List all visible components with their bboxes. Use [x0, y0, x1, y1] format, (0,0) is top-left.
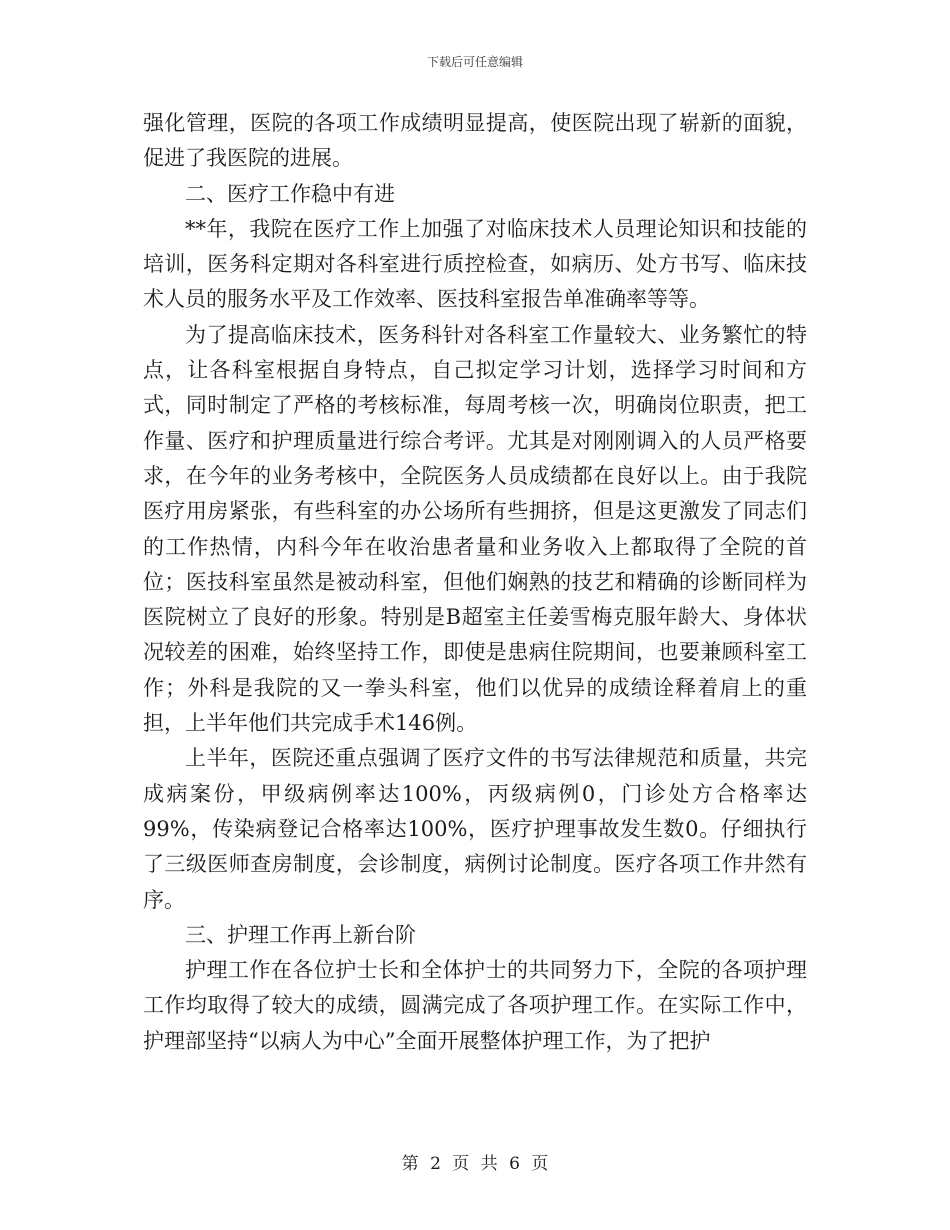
page-header-note: 下载后可任意编辑: [426, 55, 523, 69]
paragraph-continuation: 强化管理，医院的各项工作成绩明显提高，使医院出现了崭新的面貌，促进了我医院的进展。: [143, 111, 807, 171]
page-number: 第 2 页 共 6 页: [401, 1154, 549, 1174]
document-body: [143, 106, 807, 1059]
section-heading-nursing: 三、护理工作再上新台阶: [185, 922, 416, 947]
paragraph-medical-records: 上半年，医院还重点强调了医疗文件的书写法律规范和质量，共完成病案份，甲级病例率达100%，丙级病例0，门诊处方合格率达99%，传染病登记合格率达100%，医疗护理事故发生数0。仔细执行了三级医师查房制度，会诊制度，病例讨论制度。医疗各项工作井然有序。: [143, 746, 807, 912]
paragraph-clinical-skills: 为了提高临床技术，医务科针对各科室工作量较大、业务繁忙的特点，让各科室根据自身特点，自己拟定学习计划，选择学习时间和方式，同时制定了严格的考核标准，每周考核一次，明确岗位职责，把工作量、医疗和护理质量进行综合考评。尤其是对刚刚调入的人员严格要求，在今年的业务考核中，全院医务人员成绩都在良好以上。由于我院医疗用房紧张，有些科室的办公场所有些拥挤，但是这更激发了同志们的工作热情，内科今年在收治患者量和业务收入上都取得了全院的首位；医技科室虽然是被动科室，但他们娴熟的技艺和精确的诊断同样为医院树立了良好的形象。特别是B超室主任姜雪梅克服年龄大、身体状况较差的困难，始终坚持工作，即使是患病住院期间，也要兼顾科室工作；外科是我院的又一拳头科室，他们以优异的成绩诠释着肩上的重担，上半年他们共完成手术146例。: [143, 322, 807, 736]
section-heading-medical: 二、医疗工作稳中有进: [185, 181, 395, 206]
paragraph-training: **年，我院在医疗工作上加强了对临床技术人员理论知识和技能的培训，医务科定期对各科室进行质控检查，如病历、处方书写、临床技术人员的服务水平及工作效率、医技科室报告单准确率等等。: [143, 216, 807, 312]
paragraph-nursing: 护理工作在各位护士长和全体护士的共同努力下，全院的各项护理工作均取得了较大的成绩，圆满完成了各项护理工作。在实际工作中，护理部坚持“以病人为中心”全面开展整体护理工作，为了把护: [143, 958, 807, 1053]
